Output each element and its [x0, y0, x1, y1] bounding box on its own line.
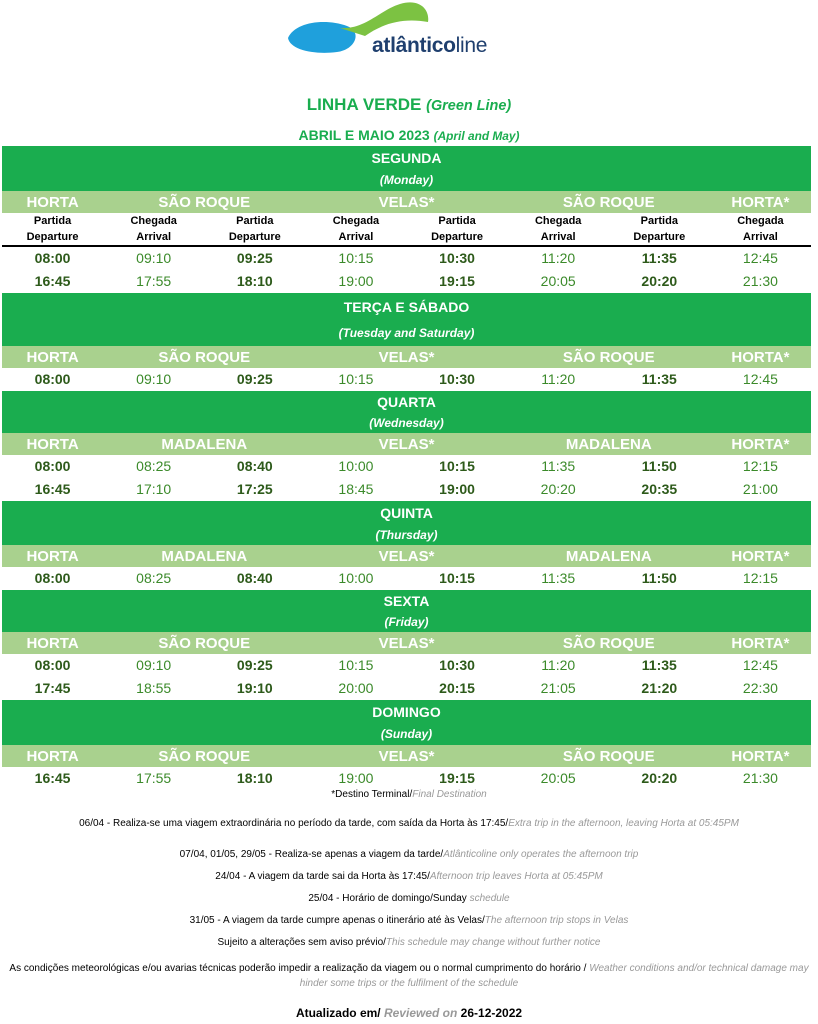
departure-time: 18:10 [236, 273, 273, 289]
departure-time: 10:30 [439, 657, 475, 673]
stop-name: HORTA* [731, 435, 790, 453]
note-pt: 31/05 - A viagem da tarde cumpre apenas o itinerário até às Velas/ [189, 915, 485, 926]
departure-time: 09:25 [236, 250, 273, 266]
column-header-pt: Partida [640, 215, 678, 227]
note-pt: 24/04 - A viagem da tarde sai da Horta às 17:45/ [215, 871, 430, 882]
arrival-time: 18:45 [338, 481, 374, 497]
day-name: QUINTA [380, 504, 433, 521]
departure-time: 11:35 [641, 371, 677, 387]
arrival-time: 09:10 [136, 250, 172, 266]
note [0, 818, 818, 829]
arrival-time: 11:20 [541, 250, 576, 266]
column-header-pt: Partida [236, 215, 274, 227]
departure-time: 10:30 [439, 250, 475, 266]
column-header-pt: Partida [33, 215, 72, 227]
departure-time: 17:45 [34, 680, 71, 696]
day-header [2, 590, 811, 632]
departure-time: 19:15 [439, 770, 475, 786]
departure-time: 20:20 [641, 273, 678, 289]
arrival-time: 17:55 [136, 770, 172, 786]
column-header-en: Departure [26, 231, 79, 243]
departure-time: 19:00 [439, 481, 475, 497]
stop-name: HORTA [26, 193, 79, 211]
column-header [204, 213, 305, 245]
stop-name: HORTA [26, 348, 79, 366]
column-header-en: Departure [228, 231, 281, 243]
arrival-time: 17:55 [136, 273, 172, 289]
column-header-en: Arrival [136, 231, 172, 243]
day-name: DOMINGO [372, 703, 441, 720]
departure-time: 16:45 [34, 481, 71, 497]
arrival-time: 12:45 [742, 371, 778, 387]
day-header [2, 391, 811, 433]
arrival-time: 22:30 [742, 680, 778, 696]
note-en: Afternoon trip leaves Horta at 05:45PM [429, 871, 603, 882]
departure-time: 08:00 [34, 570, 71, 586]
table-row [2, 767, 811, 790]
departure-time: 08:40 [236, 458, 273, 474]
column-header-en: Arrival [743, 231, 778, 243]
arrival-time: 20:05 [540, 770, 576, 786]
arrival-time: 10:15 [338, 657, 374, 673]
departure-time: 08:00 [34, 250, 71, 266]
stop-name: MADALENA [161, 435, 248, 453]
note [0, 893, 818, 904]
arrival-time: 12:15 [742, 458, 778, 474]
column-header-en: Departure [633, 231, 686, 243]
departure-time: 09:25 [236, 371, 273, 387]
note-en: The afternoon trip stops in Velas [484, 915, 629, 926]
note-en: Extra trip in the afternoon, leaving Horta at 05:45PM [508, 818, 739, 829]
column-header [305, 213, 406, 245]
arrival-time: 12:45 [742, 250, 778, 266]
note-pt: Sujeito a alterações sem aviso prévio/ [217, 937, 386, 948]
note-en: This schedule may change without further notice [385, 937, 601, 948]
departure-time: 08:40 [236, 570, 273, 586]
departure-time: 08:00 [34, 371, 71, 387]
arrival-time: 10:15 [338, 250, 374, 266]
table-row [2, 567, 811, 590]
arrival-time: 19:00 [338, 770, 374, 786]
stops-row [2, 632, 811, 654]
stop-name: SÃO ROQUE [158, 193, 251, 211]
title-main-en: (Green Line) [426, 98, 512, 114]
updated [0, 1006, 818, 1020]
departure-time: 11:35 [641, 250, 677, 266]
day-name-en: (Friday) [384, 615, 429, 629]
departure-time: 20:15 [439, 680, 475, 696]
stop-name: SÃO ROQUE [158, 634, 251, 652]
note-en: Final Destination [412, 789, 487, 800]
day-name: QUARTA [377, 394, 436, 410]
stops-row [2, 745, 811, 767]
note-en: schedule [469, 893, 510, 904]
schedule-section [2, 391, 811, 501]
arrival-time: 21:30 [742, 770, 778, 786]
departure-time: 09:25 [236, 657, 273, 673]
day-header [2, 146, 811, 191]
day-header [2, 700, 811, 745]
arrival-time: 19:00 [338, 273, 374, 289]
column-header-en: Departure [431, 231, 484, 243]
departure-time: 10:15 [439, 570, 475, 586]
schedule-section [2, 501, 811, 590]
departure-time: 11:35 [641, 657, 677, 673]
arrival-time: 11:20 [541, 371, 576, 387]
stop-name: MADALENA [161, 547, 248, 565]
table-row [2, 654, 811, 677]
note-pt: *Destino Terminal/ [331, 789, 413, 800]
arrival-time: 10:15 [338, 371, 374, 387]
departure-time: 08:00 [34, 657, 71, 673]
column-headers [2, 213, 811, 247]
stop-name: MADALENA [565, 547, 652, 565]
day-header [2, 293, 811, 346]
arrival-time: 12:15 [742, 570, 778, 586]
arrival-time: 21:00 [742, 481, 778, 497]
column-header-pt: Chegada [332, 215, 380, 227]
period-title [0, 127, 818, 143]
stop-name: HORTA [26, 547, 79, 565]
note [0, 849, 818, 860]
logo-text [372, 34, 487, 58]
departure-time: 19:10 [236, 680, 273, 696]
column-header [407, 213, 508, 245]
period-en: (April and May) [433, 129, 520, 143]
departure-time: 10:15 [439, 458, 475, 474]
departure-time: 11:50 [641, 570, 677, 586]
departure-time: 16:45 [34, 770, 71, 786]
departure-time: 10:30 [439, 371, 475, 387]
column-header [609, 213, 710, 245]
stop-name: VELAS* [378, 435, 435, 453]
column-header [103, 213, 204, 245]
column-header [710, 213, 811, 245]
stops-row [2, 545, 811, 567]
note-pt: 06/04 - Realiza-se uma viagem extraordinária no período da tarde, com saída da Horta às 17:45/ [79, 818, 509, 829]
note [0, 915, 818, 926]
column-header-pt: Partida [438, 215, 476, 227]
arrival-time: 20:05 [540, 273, 576, 289]
stop-name: VELAS* [378, 348, 435, 366]
stop-name: SÃO ROQUE [562, 193, 655, 211]
stop-name: SÃO ROQUE [562, 634, 655, 652]
arrival-time: 12:45 [742, 657, 778, 673]
note [0, 961, 818, 991]
table-row [2, 478, 811, 501]
schedule-section [2, 590, 811, 700]
arrival-time: 09:10 [136, 371, 172, 387]
note [0, 937, 818, 948]
day-name-en: (Tuesday and Saturday) [338, 326, 475, 341]
stop-name: SÃO ROQUE [158, 348, 251, 366]
title-main: LINHA VERDE [306, 95, 422, 114]
arrival-time: 09:10 [136, 657, 172, 673]
departure-time: 20:20 [641, 770, 678, 786]
arrival-time: 10:00 [338, 570, 374, 586]
note-en: Atlânticoline only operates the afternoon trip [443, 849, 639, 860]
updated-label-en: Reviewed on [383, 1006, 458, 1020]
stops-row [2, 433, 811, 455]
schedule-section [2, 700, 811, 790]
stop-name: SÃO ROQUE [158, 747, 251, 765]
schedule-section [2, 146, 811, 293]
departure-time: 16:45 [34, 273, 71, 289]
note [0, 789, 818, 800]
arrival-time: 11:35 [541, 570, 576, 586]
stop-name: HORTA* [731, 634, 790, 652]
stop-name: SÃO ROQUE [562, 747, 655, 765]
day-name-en: (Thursday) [375, 527, 438, 542]
table-row [2, 270, 811, 293]
day-name: SEGUNDA [371, 149, 442, 166]
period: ABRIL E MAIO 2023 [298, 127, 430, 143]
day-name: TERÇA E SÁBADO [343, 298, 470, 315]
stop-name: VELAS* [378, 547, 435, 565]
departure-time: 17:25 [236, 481, 273, 497]
arrival-time: 20:20 [540, 481, 576, 497]
stop-name: HORTA* [731, 348, 790, 366]
stop-name: VELAS* [378, 634, 435, 652]
day-name-en: (Monday) [379, 173, 434, 188]
stop-name: SÃO ROQUE [562, 348, 655, 366]
logo-main: atlântico [372, 34, 456, 57]
arrival-time: 17:10 [136, 481, 172, 497]
column-header-en: Arrival [540, 231, 576, 243]
page-title [0, 95, 818, 115]
stop-name: HORTA [26, 634, 79, 652]
stop-name: VELAS* [378, 193, 435, 211]
departure-time: 11:50 [641, 458, 677, 474]
column-header [2, 213, 103, 245]
table-row [2, 455, 811, 478]
note-pt: As condições meteorológicas e/ou avarias técnicas poderão impedir a realização da viagem ou o normal cumprimento do horário / [9, 963, 590, 974]
logo-line: line [455, 34, 488, 57]
note-en: Weather conditions and/or technical damage may hinder some trips or the fulfilment of the schedule [299, 963, 809, 989]
departure-time: 19:15 [439, 273, 475, 289]
column-header-pt: Chegada [130, 215, 177, 227]
column-header-pt: Chegada [737, 215, 784, 227]
arrival-time: 10:00 [338, 458, 374, 474]
note-pt: 07/04, 01/05, 29/05 - Realiza-se apenas a viagem da tarde/ [179, 849, 444, 860]
day-header [2, 501, 811, 545]
column-header-en: Arrival [338, 231, 374, 243]
arrival-time: 20:00 [338, 680, 374, 696]
table-row [2, 247, 811, 270]
arrival-time: 18:55 [136, 680, 172, 696]
schedule-section [2, 293, 811, 391]
stop-name: MADALENA [565, 435, 652, 453]
note-pt: 25/04 - Horário de domingo/Sunday [308, 893, 467, 904]
stop-name: HORTA* [731, 193, 790, 211]
arrival-time: 11:20 [541, 657, 576, 673]
arrival-time: 08:25 [136, 570, 172, 586]
stop-name: HORTA* [731, 747, 790, 765]
day-name-en: (Sunday) [380, 727, 433, 742]
table-row [2, 677, 811, 700]
stop-name: HORTA [26, 435, 79, 453]
arrival-time: 21:05 [540, 680, 576, 696]
arrival-time: 11:35 [541, 458, 576, 474]
departure-time: 21:20 [641, 680, 678, 696]
schedule-table [2, 146, 811, 790]
table-row [2, 368, 811, 391]
departure-time: 18:10 [236, 770, 273, 786]
updated-label: Atualizado em/ [295, 1006, 381, 1020]
day-name-en: (Wednesday) [369, 416, 444, 430]
stop-name: HORTA [26, 747, 79, 765]
column-header-pt: Chegada [534, 215, 582, 227]
note [0, 871, 818, 882]
stop-name: HORTA* [731, 547, 790, 565]
stops-row [2, 191, 811, 213]
column-header [508, 213, 609, 245]
stop-name: VELAS* [378, 747, 435, 765]
departure-time: 08:00 [34, 458, 71, 474]
day-name: SEXTA [383, 593, 430, 609]
departure-time: 20:35 [641, 481, 678, 497]
stops-row [2, 346, 811, 368]
arrival-time: 21:30 [742, 273, 778, 289]
arrival-time: 08:25 [136, 458, 172, 474]
updated-date: 26-12-2022 [460, 1006, 523, 1020]
